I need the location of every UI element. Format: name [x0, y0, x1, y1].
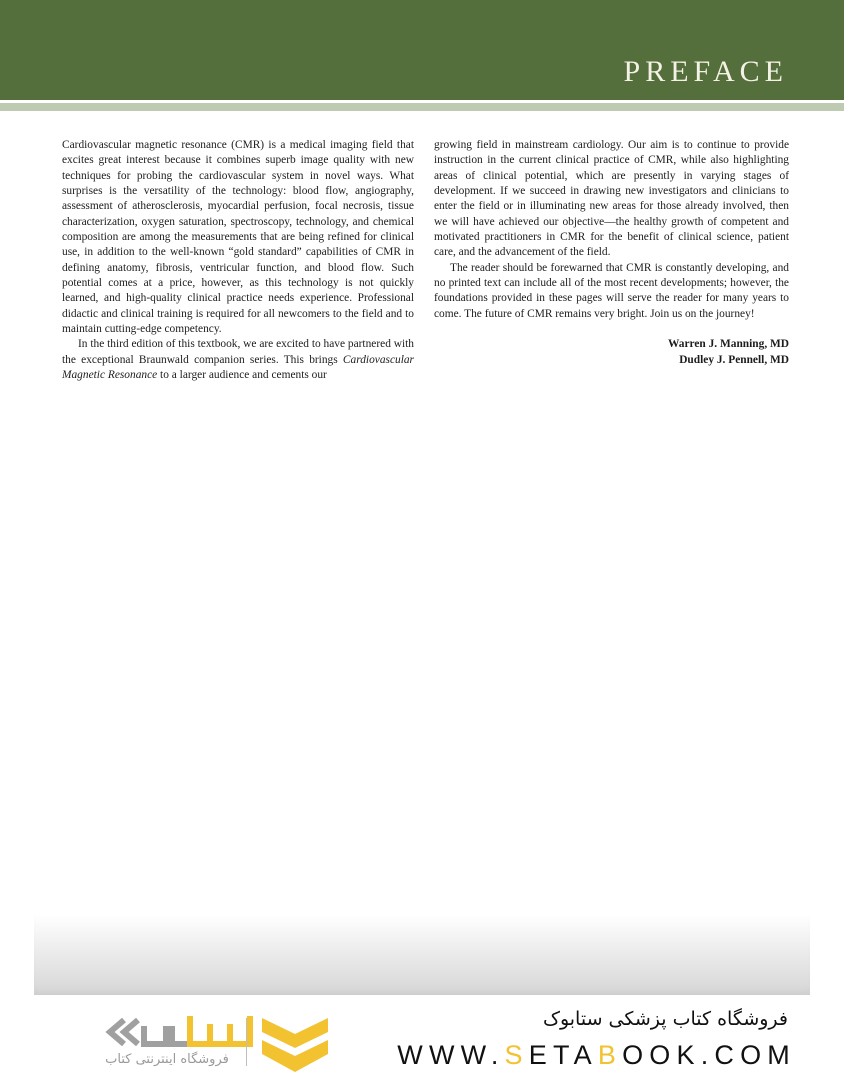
- page-header-band: [0, 0, 844, 100]
- author-signature: Dudley J. Pennell, MD: [679, 353, 789, 366]
- url-highlight: S: [504, 1040, 529, 1070]
- url-text: OOK.COM: [622, 1040, 796, 1070]
- url-text: WWW.: [397, 1040, 505, 1070]
- chevron-emblem-icon: [260, 1014, 330, 1074]
- setabook-wordmark-icon: [104, 1012, 254, 1052]
- logo-divider: [246, 1018, 247, 1066]
- store-url-link[interactable]: [397, 1040, 796, 1071]
- logo-subtitle: فروشگاه اینترنتی کتاب: [105, 1052, 229, 1067]
- paragraph-third-edition: [62, 337, 414, 383]
- author-signature: Warren J. Manning, MD: [668, 338, 789, 351]
- url-text: ETA: [528, 1040, 598, 1070]
- setabook-logo[interactable]: [64, 1012, 334, 1074]
- right-text-column: [434, 138, 789, 368]
- page-bottom-shadow: [34, 915, 810, 995]
- url-highlight: B: [597, 1040, 623, 1070]
- paragraph-text: to a larger audience and cements our: [157, 369, 327, 382]
- left-text-column: [62, 138, 414, 384]
- paragraph-forewarning: The reader should be forewarned that CMR is constantly developing, and no printed text can include all of the most recent developments; however, the foundations provided in these pages will serve the reader for many years to come. The future of CMR remains very bright. Join us on the journey!: [434, 261, 789, 320]
- paragraph-intro: Cardiovascular magnetic resonance (CMR) is a medical imaging field that excites great interest because it combines superb image quality with new techniques for probing the cardiovascular system in novel ways. What surprises is the versatility of the technology: blood flow, angiography, assessment of atherosclerosis, myocardial perfusion, focal necrosis, tissue characterization, oxygen saturation, spectroscopy, technology, and chemical composition are among the measurements that are being refined for clinical use, in addition to the well-known “gold standard” capabilities of CMR in defining anatomy, fibrosis, ventricular function, and blood flow. Such potential comes at a price, however, as this technology is not quickly learned, and high-quality clinical practice needs experience. Professional didactic and clinical training is required for all newcomers to the field and to maintain cutting-edge competency.: [62, 139, 414, 336]
- store-name: فروشگاه کتاب پزشکی ستابوک: [542, 1008, 788, 1030]
- book-title: Cardiovascular Magnetic Resonance: [62, 353, 414, 382]
- header-divider-green: [0, 103, 844, 111]
- paragraph-third-edition-continued: growing field in mainstream cardiology. Our aim is to continue to provide instruction in the current clinical practice of CMR, while also highlighting areas of clinical potential, which are presently in varying stages of development. If we succeed in drawing new investigators and clinicians to enter the field or in illuminating new areas for those already involved, then we will have achieved our objective—the healthy growth of competent and motivated practitioners in CMR for the benefit of clinical science, patient care, and the advancement of the field.: [434, 139, 789, 259]
- paragraph-text: In the third edition of this textbook, we are excited to have partnered with the exceptional Braunwald companion series. This brings: [62, 338, 414, 366]
- page-title: PREFACE: [623, 55, 788, 88]
- author-signatures: [434, 337, 789, 368]
